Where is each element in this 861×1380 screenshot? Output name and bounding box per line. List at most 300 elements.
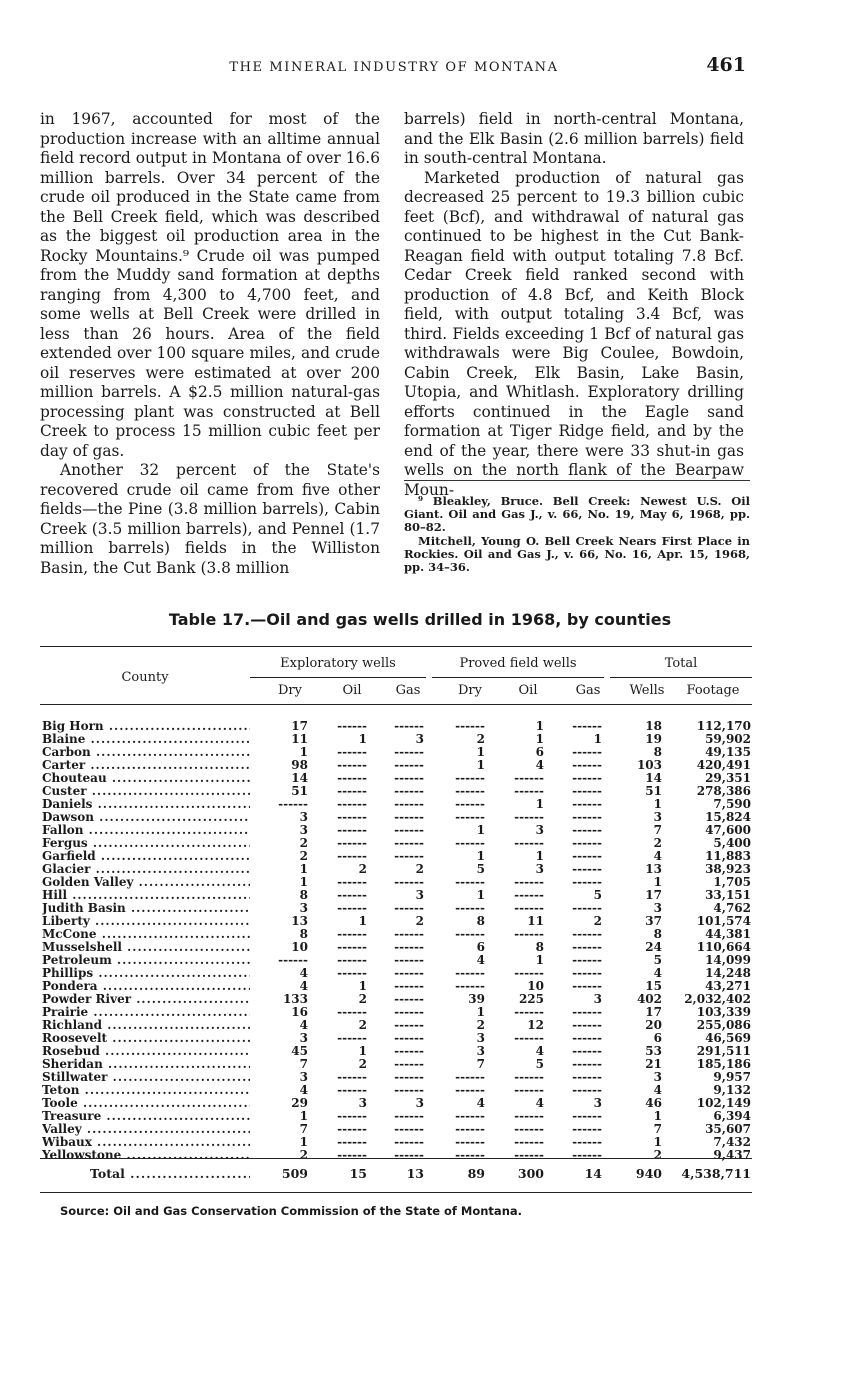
exploratory-oil: ------	[337, 1109, 367, 1123]
exploratory-gas: ------	[394, 927, 424, 941]
total-wells: 46	[645, 1096, 662, 1110]
total-footage: 102,149	[696, 1096, 751, 1110]
proved-oil: ------	[514, 1005, 544, 1019]
total-footage: 278,386	[696, 784, 751, 798]
proved-dry: 4	[476, 953, 485, 967]
county-name: Custer .....	[42, 785, 250, 798]
proved-dry: ------	[455, 1109, 485, 1123]
county-name: Judith Basin .....	[42, 902, 250, 915]
total-footage: 15,824	[705, 810, 751, 824]
proved-dry: 1	[476, 849, 485, 863]
county-name: Carter .....	[42, 759, 250, 772]
proved-gas: ------	[572, 771, 602, 785]
exploratory-oil: ------	[337, 953, 367, 967]
proved-oil: 5	[535, 1057, 544, 1071]
exploratory-dry: 2	[299, 1148, 308, 1162]
proved-dry: 1	[476, 758, 485, 772]
proved-oil: 1	[535, 797, 544, 811]
exploratory-gas: ------	[394, 953, 424, 967]
exploratory-gas: ------	[394, 1031, 424, 1045]
proved-oil: 8	[535, 940, 544, 954]
proved-dry: ------	[455, 1070, 485, 1084]
proved-oil: ------	[514, 810, 544, 824]
total-proved-dry: 89	[467, 1166, 485, 1181]
proved-gas: ------	[572, 836, 602, 850]
exploratory-gas: ------	[394, 797, 424, 811]
county-name: Richland .....	[42, 1019, 250, 1032]
county-name: Treasure .....	[42, 1110, 250, 1123]
running-head	[40, 54, 748, 80]
total-footage: 7,432	[713, 1135, 751, 1149]
exploratory-dry: 17	[291, 719, 308, 733]
proved-dry: ------	[455, 1148, 485, 1162]
total-row	[40, 1166, 752, 1182]
exploratory-oil: 1	[358, 914, 367, 928]
exploratory-oil: 2	[358, 1018, 367, 1032]
proved-dry: ------	[455, 784, 485, 798]
proved-dry: 1	[476, 1005, 485, 1019]
exploratory-gas: ------	[394, 1109, 424, 1123]
proved-gas: ------	[572, 940, 602, 954]
total-wells: 8	[653, 745, 662, 759]
total-wells: 103	[636, 758, 662, 772]
exploratory-oil: 2	[358, 992, 367, 1006]
total-wells: 1	[653, 875, 662, 889]
county-name: Golden Valley .....	[42, 876, 250, 889]
proved-gas: ------	[572, 1070, 602, 1084]
county-name: Carbon .....	[42, 746, 250, 759]
proved-gas: ------	[572, 1083, 602, 1097]
exploratory-gas: ------	[394, 771, 424, 785]
header-proved-oil: Oil	[518, 683, 538, 698]
exploratory-dry: 2	[299, 849, 308, 863]
total-wells: 20	[645, 1018, 662, 1032]
total-wells: 7	[653, 823, 662, 837]
exploratory-gas: ------	[394, 1018, 424, 1032]
total-wells: 4	[653, 1083, 662, 1097]
total-footage: 9,957	[713, 1070, 751, 1084]
total-footage: 291,511	[696, 1044, 751, 1058]
exploratory-dry: 7	[299, 1057, 308, 1071]
proved-gas: ------	[572, 758, 602, 772]
proved-oil: ------	[514, 888, 544, 902]
proved-oil: ------	[514, 1135, 544, 1149]
total-wells: 2	[653, 836, 662, 850]
county-name: Teton .....	[42, 1084, 250, 1097]
total-footage: 44,381	[705, 927, 751, 941]
exploratory-gas: ------	[394, 758, 424, 772]
proved-gas: ------	[572, 862, 602, 876]
exploratory-oil: ------	[337, 1083, 367, 1097]
total-wells: 8	[653, 927, 662, 941]
exploratory-dry: 1	[299, 1135, 308, 1149]
total-wells: 24	[645, 940, 662, 954]
header-exploratory-gas: Gas	[395, 683, 421, 698]
proved-gas: ------	[572, 901, 602, 915]
proved-gas: ------	[572, 966, 602, 980]
table-top-rule	[40, 646, 752, 647]
proved-dry: ------	[455, 810, 485, 824]
total-top-rule	[40, 1158, 752, 1159]
exploratory-oil: ------	[337, 1148, 367, 1162]
exploratory-oil: ------	[337, 1070, 367, 1084]
table-body	[40, 720, 752, 1162]
exploratory-oil: ------	[337, 810, 367, 824]
county-name: Petroleum .....	[42, 954, 250, 967]
proved-gas: ------	[572, 953, 602, 967]
total-footage: 33,151	[705, 888, 751, 902]
exploratory-oil: ------	[337, 927, 367, 941]
total-footage: 2,032,402	[684, 992, 751, 1006]
proved-dry: 3	[476, 1031, 485, 1045]
left-column	[40, 110, 380, 578]
exploratory-dry: 11	[291, 732, 308, 746]
proved-gas: ------	[572, 1057, 602, 1071]
proved-gas: ------	[572, 849, 602, 863]
total-footage: 43,271	[705, 979, 751, 993]
county-name: Prairie .....	[42, 1006, 250, 1019]
proved-dry: ------	[455, 966, 485, 980]
exploratory-gas: ------	[394, 784, 424, 798]
total-exploratory-dry: 509	[281, 1166, 308, 1181]
header-total-wells: Wells	[629, 683, 665, 698]
proved-gas: ------	[572, 979, 602, 993]
header-exploratory: Exploratory wells	[280, 656, 396, 671]
exploratory-dry: 3	[299, 1070, 308, 1084]
total-footage: 49,135	[705, 745, 751, 759]
total-footage: 6,394	[713, 1109, 751, 1123]
header-total-footage: Footage	[686, 683, 740, 698]
total-footage: 9,132	[713, 1083, 751, 1097]
proved-oil: 1	[535, 953, 544, 967]
exploratory-oil: ------	[337, 719, 367, 733]
exploratory-gas: ------	[394, 836, 424, 850]
proved-gas: 1	[593, 732, 602, 746]
running-head-title: THE MINERAL INDUSTRY OF MONTANA	[229, 60, 559, 75]
proved-dry: ------	[455, 901, 485, 915]
table-row	[40, 1149, 752, 1162]
county-name: Stillwater .....	[42, 1071, 250, 1084]
proved-oil: ------	[514, 901, 544, 915]
exploratory-oil: 2	[358, 862, 367, 876]
exploratory-dry: 45	[291, 1044, 308, 1058]
exploratory-dry: 10	[291, 940, 308, 954]
total-wells: 3	[653, 810, 662, 824]
exploratory-dry: 1	[299, 745, 308, 759]
total-footage: 9,437	[713, 1148, 751, 1162]
exploratory-gas: 2	[415, 862, 424, 876]
proved-gas: ------	[572, 1031, 602, 1045]
exploratory-oil: ------	[337, 836, 367, 850]
exploratory-oil: ------	[337, 1031, 367, 1045]
header-county: County	[121, 670, 169, 685]
exploratory-oil: ------	[337, 966, 367, 980]
exploratory-oil: ------	[337, 1005, 367, 1019]
proved-dry: ------	[455, 1135, 485, 1149]
header-proved: Proved field wells	[459, 656, 577, 671]
total-footage: 101,574	[696, 914, 751, 928]
total-label: Total .....	[90, 1166, 250, 1181]
total-exploratory-oil: 15	[349, 1166, 367, 1181]
proved-gas: 5	[593, 888, 602, 902]
exploratory-oil: ------	[337, 940, 367, 954]
proved-oil: ------	[514, 1122, 544, 1136]
county-name: Wibaux .....	[42, 1136, 250, 1149]
exploratory-oil: 1	[358, 979, 367, 993]
exploratory-gas: ------	[394, 1057, 424, 1071]
proved-oil: 4	[535, 1044, 544, 1058]
county-name: Big Horn .....	[42, 720, 250, 733]
exploratory-oil: 3	[358, 1096, 367, 1110]
proved-dry: ------	[455, 771, 485, 785]
exploratory-oil: ------	[337, 823, 367, 837]
county-name: Sheridan .....	[42, 1058, 250, 1071]
total-wells: 13	[645, 862, 662, 876]
total-wells: 15	[645, 979, 662, 993]
total-footage: 5,400	[713, 836, 751, 850]
exploratory-dry: 13	[291, 914, 308, 928]
exploratory-oil: 2	[358, 1057, 367, 1071]
total-footage: 46,569	[705, 1031, 751, 1045]
exploratory-oil: ------	[337, 784, 367, 798]
exploratory-gas: 3	[415, 888, 424, 902]
total-wells: 2	[653, 1148, 662, 1162]
proved-oil: ------	[514, 1148, 544, 1162]
county-name: Chouteau .....	[42, 772, 250, 785]
total-wells: 7	[653, 1122, 662, 1136]
exploratory-gas: ------	[394, 1135, 424, 1149]
exploratory-gas: ------	[394, 719, 424, 733]
total-footage: 14,248	[705, 966, 751, 980]
total-wells: 19	[645, 732, 662, 746]
exploratory-oil: 1	[358, 732, 367, 746]
proved-gas: ------	[572, 797, 602, 811]
total-wells: 18	[645, 719, 662, 733]
proved-gas: 3	[593, 992, 602, 1006]
county-name: Pondera .....	[42, 980, 250, 993]
proved-oil: ------	[514, 875, 544, 889]
exploratory-dry: 51	[291, 784, 308, 798]
exploratory-gas: ------	[394, 1083, 424, 1097]
county-name: Daniels .....	[42, 798, 250, 811]
exploratory-dry: ------	[278, 953, 308, 967]
proved-gas: ------	[572, 1148, 602, 1162]
proved-oil: 225	[518, 992, 544, 1006]
proved-dry: 1	[476, 888, 485, 902]
table-source: Source: Oil and Gas Conservation Commission of the State of Montana.	[60, 1204, 523, 1218]
county-name: Toole .....	[42, 1097, 250, 1110]
county-name: Musselshell .....	[42, 941, 250, 954]
proved-gas: ------	[572, 1005, 602, 1019]
proved-dry: 1	[476, 823, 485, 837]
exploratory-oil: ------	[337, 797, 367, 811]
county-name: McCone .....	[42, 928, 250, 941]
proved-dry: ------	[455, 1122, 485, 1136]
proved-dry: ------	[455, 797, 485, 811]
proved-dry: 8	[476, 914, 485, 928]
header-proved-gas: Gas	[575, 683, 601, 698]
proved-dry: 2	[476, 732, 485, 746]
county-name: Fallon .....	[42, 824, 250, 837]
county-name: Valley .....	[42, 1123, 250, 1136]
left-paragraph-1: in 1967, accounted for most of the production increase with an alltime annual field record output in Montana of over 16.6 million barrels. Over 34 percent of the crude oil produced in the State came from the Bell Creek field, which was described as the biggest oil production area in the Rocky Mountains.⁹ Crude oil was pumped from the Muddy sand formation at depths ranging from 4,300 to 4,700 feet, and some wells at Bell Creek were drilled in less than 26 hours. Area of the field extended over 100 square miles, and crude oil reserves were estimated at over 200 million barrels. A $2.5 million natural-gas processing plant was constructed at Bell Creek to process 15 million cubic feet per day of gas.	[40, 110, 380, 460]
exploratory-oil: ------	[337, 1122, 367, 1136]
proved-dry: 3	[476, 1044, 485, 1058]
total-wells: 4	[653, 849, 662, 863]
exploratory-dry: 3	[299, 901, 308, 915]
total-wells: 1	[653, 797, 662, 811]
county-name: Liberty .....	[42, 915, 250, 928]
total-wells: 21	[645, 1057, 662, 1071]
exploratory-underline	[250, 677, 426, 678]
county-name: Dawson .....	[42, 811, 250, 824]
total-wells: 1	[653, 1109, 662, 1123]
proved-oil: ------	[514, 1031, 544, 1045]
total-exploratory-gas: 13	[406, 1166, 424, 1181]
proved-dry: ------	[455, 719, 485, 733]
header-bottom-rule	[40, 704, 752, 705]
exploratory-dry: 4	[299, 1018, 308, 1032]
county-name: Garfield .....	[42, 850, 250, 863]
total-wells: 17	[645, 1005, 662, 1019]
exploratory-dry: ------	[278, 797, 308, 811]
proved-oil: 1	[535, 849, 544, 863]
proved-oil: 1	[535, 719, 544, 733]
total-proved-oil: 300	[517, 1166, 544, 1181]
exploratory-dry: 29	[291, 1096, 308, 1110]
exploratory-dry: 133	[282, 992, 308, 1006]
proved-dry: ------	[455, 836, 485, 850]
right-paragraph-2: Marketed production of natural gas decreased 25 percent to 19.3 billion cubic feet (Bcf), and withdrawal of natural gas continued to be highest in the Cut Bank-Reagan field with output totaling 7.8 Bcf. Cedar Creek field ranked second with production of 4.8 Bcf, and Keith Block field, with output totaling 3.4 Bcf, was third. Fields exceeding 1 Bcf of natural gas withdrawals were Big Coulee, Bowdoin, Cabin Creek, Elk Basin, Lake Basin, Utopia, and Whitlash. Exploratory drilling efforts continued in the Eagle sand formation at Tiger Ridge field, and by the end of the year, there were 33 shut-in gas wells on the north flank of the Bearpaw Moun-	[404, 168, 744, 499]
proved-oil: ------	[514, 1070, 544, 1084]
exploratory-dry: 8	[299, 888, 308, 902]
proved-oil: ------	[514, 1083, 544, 1097]
exploratory-gas: ------	[394, 810, 424, 824]
county-name: Blaine .....	[42, 733, 250, 746]
proved-gas: 2	[593, 914, 602, 928]
proved-oil: 4	[535, 1096, 544, 1110]
exploratory-dry: 3	[299, 1031, 308, 1045]
page-number: 461	[706, 54, 746, 76]
proved-oil: 10	[527, 979, 544, 993]
county-name: Roosevelt .....	[42, 1032, 250, 1045]
exploratory-dry: 4	[299, 966, 308, 980]
proved-oil: ------	[514, 927, 544, 941]
exploratory-gas: ------	[394, 745, 424, 759]
proved-gas: ------	[572, 927, 602, 941]
footnote-2: Mitchell, Young O. Bell Creek Nears First Place in Rockies. Oil and Gas J., v. 66, No. 16, Apr. 15, 1968, pp. 34–36.	[404, 534, 750, 574]
proved-oil: 1	[535, 732, 544, 746]
right-column	[404, 110, 744, 500]
total-wells: 6	[653, 1031, 662, 1045]
exploratory-oil: ------	[337, 745, 367, 759]
footnote-1: ⁹ Bleakley, Bruce. Bell Creek: Newest U.S. Oil Giant. Oil and Gas J., v. 66, No. 19, May 6, 1968, pp. 80–82.	[404, 494, 750, 534]
proved-oil: 3	[535, 823, 544, 837]
proved-gas: ------	[572, 1135, 602, 1149]
proved-oil: 3	[535, 862, 544, 876]
exploratory-oil: ------	[337, 758, 367, 772]
total-wells: 1	[653, 1135, 662, 1149]
exploratory-dry: 4	[299, 979, 308, 993]
proved-oil: 12	[527, 1018, 544, 1032]
exploratory-dry: 2	[299, 836, 308, 850]
exploratory-oil: ------	[337, 901, 367, 915]
proved-dry: 4	[476, 1096, 485, 1110]
proved-gas: ------	[572, 784, 602, 798]
exploratory-gas: ------	[394, 979, 424, 993]
proved-dry: ------	[455, 979, 485, 993]
proved-gas: ------	[572, 1018, 602, 1032]
total-underline	[610, 677, 752, 678]
header-exploratory-dry: Dry	[278, 683, 302, 698]
total-wells: 53	[645, 1044, 662, 1058]
right-paragraph-1: barrels) field in north-central Montana, and the Elk Basin (2.6 million barrels) field in south-central Montana.	[404, 110, 744, 167]
exploratory-gas: ------	[394, 992, 424, 1006]
total-footage-sum: 4,538,711	[681, 1166, 751, 1181]
proved-gas: ------	[572, 1109, 602, 1123]
total-footage: 255,086	[696, 1018, 751, 1032]
total-wells: 4	[653, 966, 662, 980]
exploratory-gas: ------	[394, 849, 424, 863]
exploratory-oil: ------	[337, 849, 367, 863]
total-wells: 14	[645, 771, 662, 785]
proved-underline	[432, 677, 604, 678]
exploratory-oil: ------	[337, 771, 367, 785]
proved-gas: 3	[593, 1096, 602, 1110]
proved-dry: 2	[476, 1018, 485, 1032]
exploratory-gas: ------	[394, 901, 424, 915]
proved-oil: ------	[514, 771, 544, 785]
proved-gas: ------	[572, 875, 602, 889]
proved-gas: ------	[572, 1044, 602, 1058]
county-name: Yellowstone .....	[42, 1149, 250, 1162]
exploratory-dry: 1	[299, 862, 308, 876]
county-name: Phillips .....	[42, 967, 250, 980]
proved-oil: ------	[514, 784, 544, 798]
total-footage: 11,883	[705, 849, 751, 863]
exploratory-gas: 3	[415, 1096, 424, 1110]
exploratory-gas: ------	[394, 875, 424, 889]
exploratory-dry: 7	[299, 1122, 308, 1136]
county-name: Fergus .....	[42, 837, 250, 850]
exploratory-dry: 4	[299, 1083, 308, 1097]
table-bottom-rule	[40, 1192, 752, 1193]
total-wells: 17	[645, 888, 662, 902]
exploratory-dry: 14	[291, 771, 308, 785]
proved-dry: 6	[476, 940, 485, 954]
proved-oil: ------	[514, 966, 544, 980]
proved-oil: 11	[527, 914, 544, 928]
proved-dry: ------	[455, 875, 485, 889]
exploratory-gas: ------	[394, 1122, 424, 1136]
total-footage: 112,170	[696, 719, 751, 733]
header-exploratory-oil: Oil	[342, 683, 362, 698]
total-footage: 420,491	[696, 758, 751, 772]
county-name: Hill .....	[42, 889, 250, 902]
exploratory-oil: ------	[337, 888, 367, 902]
total-wells-sum: 940	[635, 1166, 662, 1181]
county-name: Rosebud .....	[42, 1045, 250, 1058]
total-footage: 7,590	[713, 797, 751, 811]
exploratory-oil: ------	[337, 875, 367, 889]
proved-gas: ------	[572, 823, 602, 837]
exploratory-gas: ------	[394, 1070, 424, 1084]
total-proved-gas: 14	[584, 1166, 602, 1181]
total-footage: 38,923	[705, 862, 751, 876]
total-footage: 14,099	[705, 953, 751, 967]
exploratory-gas: ------	[394, 1005, 424, 1019]
proved-oil: ------	[514, 836, 544, 850]
